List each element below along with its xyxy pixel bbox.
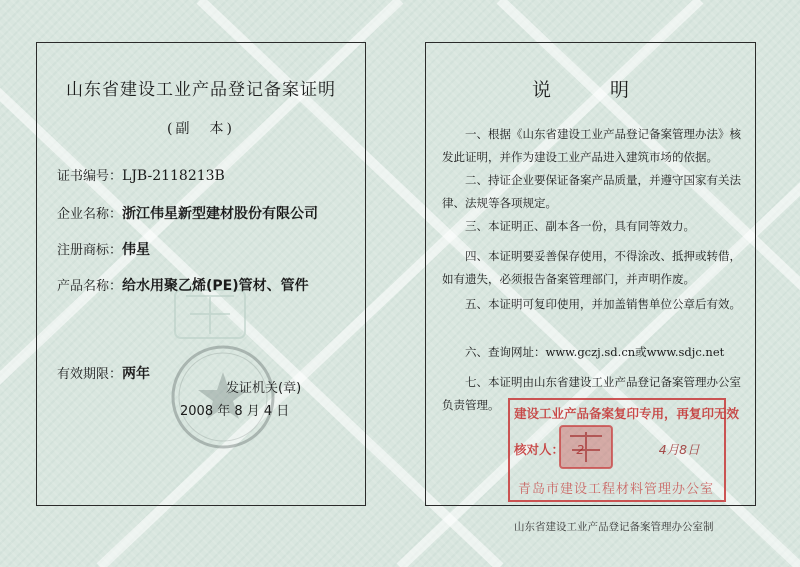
notes-title: 说 明 [531,79,649,101]
company-value: 浙江伟星新型建材股份有限公司 [122,206,319,222]
cert-no-value: LJB-2118213B [122,168,225,184]
note-paragraph: 二、持证企业要保证备案产品质量，并遵守国家有关法律、法规等各项规定。 [442,173,741,210]
issue-date: 2008 年 8 月 4 日 [180,404,290,419]
validity-row [57,363,150,383]
note-paragraph: 四、本证明要妥善保存使用，不得涂改、抵押或转借，如有遗失，必须报告备案管理部门，并声明作废。 [442,249,741,286]
product-label: 产品名称： [57,279,123,294]
product-value: 给水用聚乙烯(PE)管材、管件 [122,278,309,294]
red-square-seal [556,422,616,472]
issuer-round-seal [168,342,278,452]
copy-label: (副 本) [167,121,235,137]
company-row [57,203,318,223]
stamp-copy-notice: 建设工业产品备案复印专用，再复印无效 [514,406,740,421]
stamp-office: 青岛市建设工程材料管理办公室 [518,482,715,497]
trademark-row [57,239,150,259]
validity-label: 有效期限： [57,367,123,382]
trademark-label: 注册商标： [57,243,123,258]
cert-no-label: 证书编号： [57,169,123,184]
product-row [57,275,309,295]
copy-stamp [508,398,740,502]
stamp-verify-value: 2 [576,442,585,457]
note-paragraph: 六、查询网址：www.gczj.sd.cn或www.sdjc.net [465,345,725,359]
note-paragraph: 七、本证明由山东省建设工业产品登记备案管理办公室负责管理。 [442,375,741,412]
note-paragraph: 三、本证明正、副本各一份，具有同等效力。 [465,219,695,233]
stamp-verify-date: 4月8日 [658,442,700,457]
cert-no-row [57,165,225,184]
certificate-title: 山东省建设工业产品登记备案证明 [66,80,336,100]
company-label: 企业名称： [57,207,123,222]
note-paragraph: 一、根据《山东省建设工业产品登记备案管理办法》核发此证明，并作为建设工业产品进入建筑市场的依据。 [442,127,741,164]
stamp-verify-label: 核对人： [514,442,565,457]
footer-issuer: 山东省建设工业产品登记备案管理办公室制 [514,521,714,533]
note-paragraph: 五、本证明可复印使用，并加盖销售单位公章后有效。 [465,297,741,311]
validity-value: 两年 [122,366,151,382]
issuer-label: 发证机关(章) [226,381,302,396]
trademark-value: 伟星 [122,242,151,258]
